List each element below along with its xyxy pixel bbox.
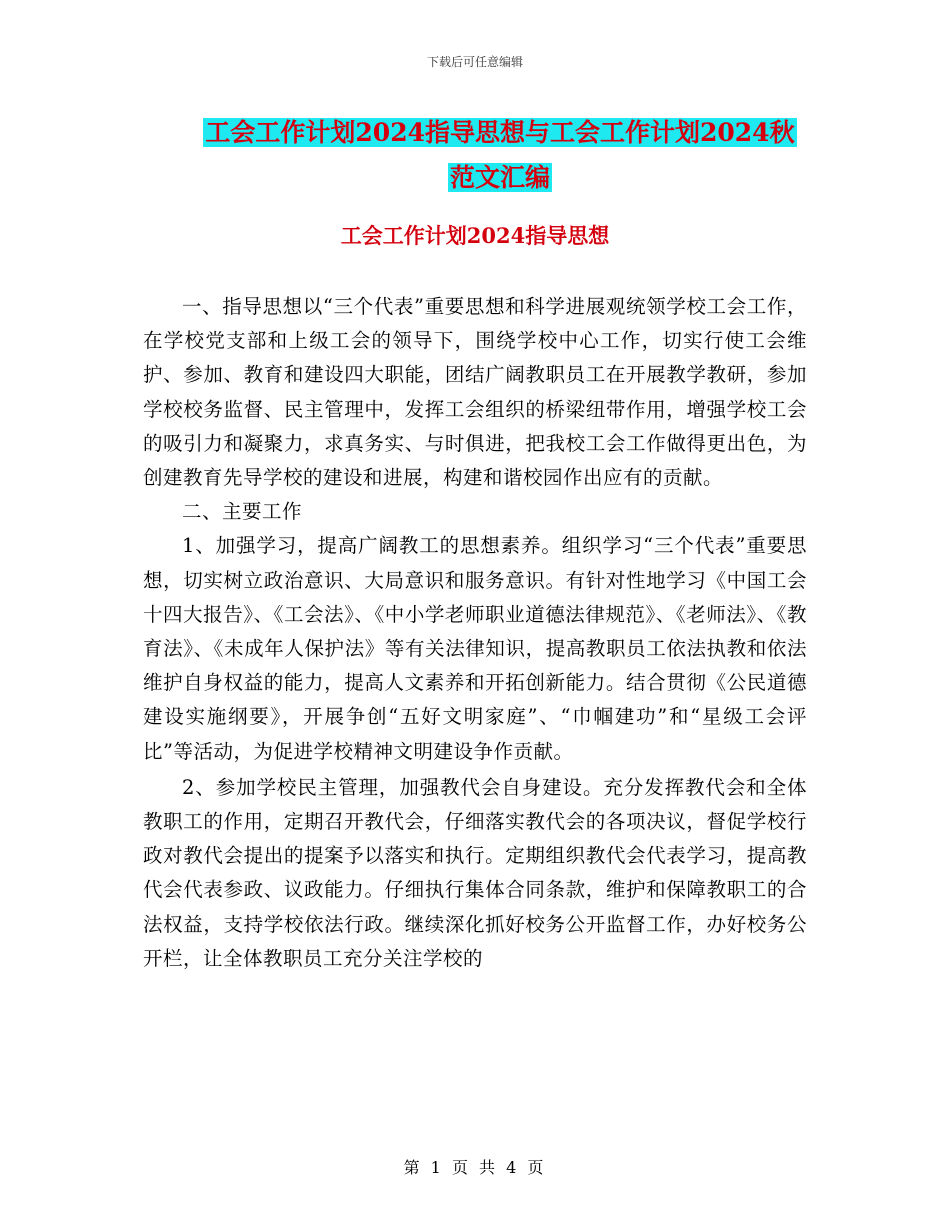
paragraph-item-1: 1、加强学习，提高广阔教工的思想素养。组织学习“三个代表”重要思想，切实树立政治意识、大局意识和服务意识。有针对性地学习《中国工会十四大报告》、《工会法》、《中小学老师职业道德法律规范》、《老师法》、《教育法》、《未成年人保护法》等有关法律知识，提高教职员工依法执教和依法维护自身权益的能力，提高人文素养和开拓创新能力。结合贯彻《公民道德建设实施纲要》，开展争创“五好文明家庭”、“巾帼建功”和“星级工会评比”等活动，为促进学校精神文明建设争作贡献。: [143, 534, 807, 763]
section-title: 工会工作计划2024指导思想: [340, 223, 610, 248]
document-title: [150, 110, 850, 200]
paragraph-guiding-thought: 一、指导思想以“三个代表”重要思想和科学进展观统领学校工会工作，在学校党支部和上级工会的领导下，围绕学校中心工作，切实行使工会维护、参加、教育和建设四大职能，团结广阔教职员工在开展教学教研，参加学校校务监督、民主管理中，发挥工会组织的桥梁纽带作用，增强学校工会的吸引力和凝聚力，求真务实、与时俱进，把我校工会工作做得更出色，为创建教育先导学校的建设和进展，构建和谐校园作出应有的贡献。: [143, 295, 807, 490]
paragraph-item-2: 2、参加学校民主管理，加强教代会自身建设。充分发挥教代会和全体教职工的作用，定期召开教代会，仔细落实教代会的各项决议，督促学校行政对教代会提出的提案予以落实和执行。定期组织教代会代表学习，提高教代会代表参政、议政能力。仔细执行集体合同条款，维护和保障教职工的合法权益，支持学校依法行政。继续深化抓好校务公开监督工作，办好校务公开栏，让全体教职员工充分关注学校的: [143, 775, 807, 970]
header-note: 下载后可任意编辑: [426, 55, 523, 69]
document-body: [143, 290, 807, 976]
document-title-line-2: 范文汇编: [449, 163, 550, 192]
page-footer: 第 1 页 共 4 页: [403, 1158, 547, 1177]
document-title-line-1: 工会工作计划2024指导思想与工会工作计划2024秋: [205, 118, 795, 147]
paragraph-main-work-heading: 二、主要工作: [182, 500, 303, 524]
